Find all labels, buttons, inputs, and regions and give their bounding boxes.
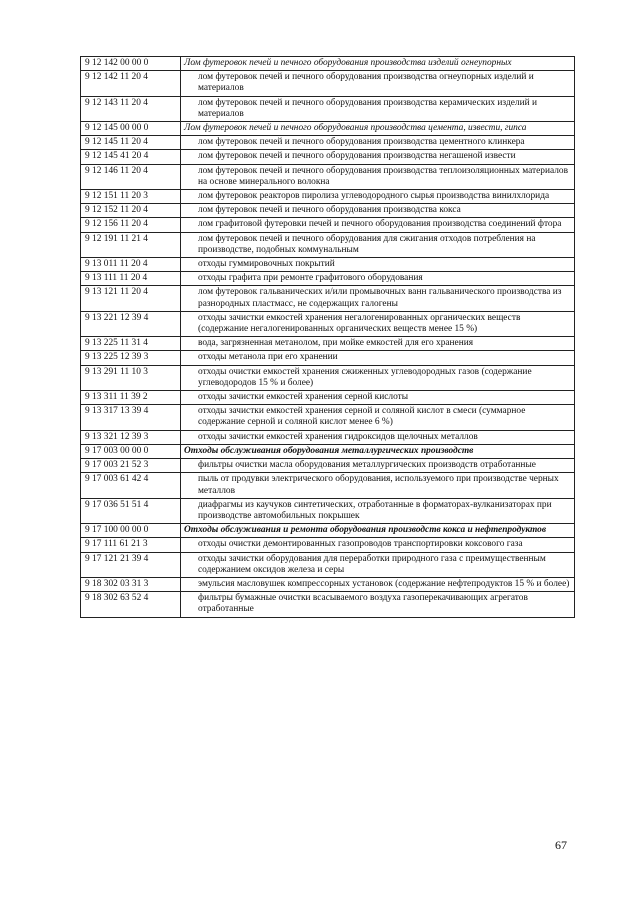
table-row	[81, 498, 575, 523]
table-row	[81, 473, 575, 498]
waste-description-text: вода, загрязненная метанолом, при мойке емкостей для его хранения	[198, 338, 474, 349]
waste-description-cell	[181, 150, 575, 164]
table-row	[81, 459, 575, 473]
table-row	[81, 365, 575, 390]
waste-code-cell: 9 13 321 12 39 3	[81, 430, 181, 444]
waste-code-cell: 9 12 142 11 20 4	[81, 71, 181, 96]
waste-code-cell: 9 17 100 00 00 0	[81, 524, 181, 538]
table-row	[81, 71, 575, 96]
waste-code-cell: 9 12 145 41 20 4	[81, 150, 181, 164]
waste-code-cell: 9 13 317 13 39 4	[81, 405, 181, 430]
table-row	[81, 232, 575, 257]
table-group-row	[81, 57, 575, 71]
waste-description-cell	[181, 204, 575, 218]
waste-description-text: лом футеровок печей и печного оборудования производства негашеной извести	[198, 151, 516, 162]
waste-description-cell	[181, 473, 575, 498]
waste-description-cell	[181, 164, 575, 189]
waste-description-cell	[181, 552, 575, 577]
table-row	[81, 577, 575, 591]
waste-description-text: диафрагмы из каучуков синтетических, отработанные в форматорах-вулканизаторах при производстве автомобильных покрышек	[198, 499, 552, 521]
page-number: 67	[555, 838, 567, 852]
waste-code-cell: 9 17 121 21 39 4	[81, 552, 181, 577]
waste-description-text: отходы метанола при его хранении	[198, 352, 338, 363]
waste-description-text: отходы зачистки оборудования для переработки природного газа с преимущественным содержанием оксидов железа и серы	[198, 553, 546, 575]
waste-description-cell	[181, 391, 575, 405]
waste-description-cell	[181, 311, 575, 336]
waste-description-text: лом футеровок печей и печного оборудования производства керамических изделий и материалов	[198, 97, 537, 119]
table-row	[81, 538, 575, 552]
waste-code-cell: 9 18 302 03 31 3	[81, 577, 181, 591]
waste-code-cell: 9 12 156 11 20 4	[81, 218, 181, 232]
waste-description-text: лом футеровок печей и печного оборудования производства цементного клинкера	[198, 137, 525, 148]
table-row	[81, 190, 575, 204]
table-row	[81, 311, 575, 336]
waste-description-cell	[181, 218, 575, 232]
waste-description-text: фильтры бумажные очистки всасываемого воздуха газоперекачивающих агрегатов отработанные	[198, 593, 528, 615]
table-row	[81, 351, 575, 365]
waste-description-cell	[181, 365, 575, 390]
waste-description-cell	[181, 444, 575, 458]
waste-code-cell: 9 12 143 11 20 4	[81, 96, 181, 121]
waste-description-text: Лом футеровок печей и печного оборудования производства цемента, извести, гипса	[184, 123, 527, 134]
table-row	[81, 204, 575, 218]
waste-code-cell: 9 13 225 11 31 4	[81, 337, 181, 351]
waste-description-cell	[181, 232, 575, 257]
waste-code-cell: 9 17 003 61 42 4	[81, 473, 181, 498]
waste-description-text: отходы гуммировочных покрытий	[198, 259, 335, 270]
table-row	[81, 218, 575, 232]
table-row	[81, 96, 575, 121]
waste-description-cell	[181, 96, 575, 121]
waste-description-text: отходы очистки демонтированных газопроводов транспортировки коксового газа	[198, 539, 523, 550]
waste-code-table	[80, 56, 575, 618]
waste-code-cell: 9 13 111 11 20 4	[81, 272, 181, 286]
waste-description-cell	[181, 57, 575, 71]
waste-description-text: отходы зачистки емкостей хранения негалогенированных органических веществ (содержание негалогенированных органических веществ менее 15 %)	[198, 312, 521, 335]
waste-description-text: Отходы обслуживания и ремонта оборудования производств кокса и нефтепродуктов	[184, 525, 547, 536]
table-group-row	[81, 444, 575, 458]
waste-description-text: отходы очистки емкостей хранения сжиженных углеводородных газов (содержание углеводородов 15 % и более)	[198, 366, 532, 388]
waste-description-text: отходы зачистки емкостей хранения серной и соляной кислот в смеси (суммарное содержание серной и соляной кислот менее 6 %)	[198, 406, 526, 428]
waste-description-cell	[181, 136, 575, 150]
waste-code-cell: 9 12 145 00 00 0	[81, 122, 181, 136]
waste-description-text: эмульсия масловушек компрессорных установок (содержание нефтепродуктов 15 % и более)	[198, 578, 570, 589]
waste-description-text: лом футеровок реакторов пиролиза углеводородного сырья производства винилхлорида	[198, 191, 550, 202]
waste-description-text: лом футеровок печей и печного оборудования производства кокса	[198, 205, 461, 216]
table-row	[81, 164, 575, 189]
waste-description-text: лом футеровок печей и печного оборудования производства огнеупорных изделий и материалов	[198, 72, 534, 94]
waste-code-cell: 9 13 225 12 39 3	[81, 351, 181, 365]
table-row	[81, 592, 575, 617]
table-row	[81, 286, 575, 311]
waste-description-cell	[181, 272, 575, 286]
waste-description-cell	[181, 122, 575, 136]
waste-code-cell: 9 13 011 11 20 4	[81, 258, 181, 272]
waste-code-cell: 9 13 311 11 39 2	[81, 391, 181, 405]
waste-code-cell: 9 17 111 61 21 3	[81, 538, 181, 552]
waste-code-cell: 9 13 291 11 10 3	[81, 365, 181, 390]
waste-code-cell: 9 12 191 11 21 4	[81, 232, 181, 257]
waste-code-cell: 9 12 151 11 20 3	[81, 190, 181, 204]
waste-description-text: Лом футеровок печей и печного оборудования производства изделий огнеупорных	[184, 58, 512, 68]
waste-description-text: Отходы обслуживания оборудования металлургических производств	[184, 445, 474, 456]
waste-description-text: пыль от продувки электрического оборудования, используемого при производстве черных металлов	[198, 474, 559, 496]
waste-description-text: отходы зачистки емкостей хранения серной кислоты	[198, 392, 409, 403]
waste-code-cell: 9 12 152 11 20 4	[81, 204, 181, 218]
table-row	[81, 150, 575, 164]
table-group-row	[81, 524, 575, 538]
waste-code-cell: 9 18 302 63 52 4	[81, 592, 181, 617]
waste-code-cell: 9 13 121 11 20 4	[81, 286, 181, 311]
table-row	[81, 430, 575, 444]
waste-description-cell	[181, 577, 575, 591]
table-group-row	[81, 122, 575, 136]
waste-description-text: лом футеровок печей и печного оборудования для сжигания отходов потребления на производстве, подобных коммунальным	[198, 233, 536, 255]
waste-description-cell	[181, 190, 575, 204]
table-row	[81, 552, 575, 577]
waste-description-cell	[181, 405, 575, 430]
table-row	[81, 405, 575, 430]
waste-description-cell	[181, 71, 575, 96]
waste-description-cell	[181, 592, 575, 617]
waste-code-cell: 9 17 003 21 52 3	[81, 459, 181, 473]
waste-description-cell	[181, 286, 575, 311]
waste-code-cell: 9 17 036 51 51 4	[81, 498, 181, 523]
waste-description-cell	[181, 498, 575, 523]
waste-description-text: отходы графита при ремонте графитового оборудования	[198, 273, 423, 284]
waste-code-cell: 9 12 142 00 00 0	[81, 57, 181, 71]
waste-code-cell: 9 12 146 11 20 4	[81, 164, 181, 189]
waste-description-text: лом футеровок гальванических и/или промывочных ванн гальванического производства из разнородных пластмасс, не содержащих галогены	[198, 287, 562, 309]
waste-code-cell: 9 17 003 00 00 0	[81, 444, 181, 458]
waste-description-cell	[181, 430, 575, 444]
table-row	[81, 136, 575, 150]
table-row	[81, 337, 575, 351]
table-row	[81, 272, 575, 286]
waste-description-cell	[181, 351, 575, 365]
waste-code-cell: 9 13 221 12 39 4	[81, 311, 181, 336]
waste-description-text: отходы зачистки емкостей хранения гидроксидов щелочных металлов	[198, 431, 478, 442]
waste-description-text: лом графитовой футеровки печей и печного оборудования производства соединений фтора	[198, 219, 562, 230]
waste-code-table-body	[81, 57, 575, 618]
table-row	[81, 258, 575, 272]
waste-description-cell	[181, 337, 575, 351]
waste-description-text: лом футеровок печей и печного оборудования производства теплоизоляционных материалов на основе минерального волокна	[198, 165, 568, 187]
waste-description-cell	[181, 524, 575, 538]
waste-description-cell	[181, 258, 575, 272]
table-row	[81, 391, 575, 405]
waste-code-cell: 9 12 145 11 20 4	[81, 136, 181, 150]
waste-description-cell	[181, 459, 575, 473]
waste-description-text: фильтры очистки масла оборудования металлургических производств отработанные	[198, 460, 536, 471]
waste-description-cell	[181, 538, 575, 552]
